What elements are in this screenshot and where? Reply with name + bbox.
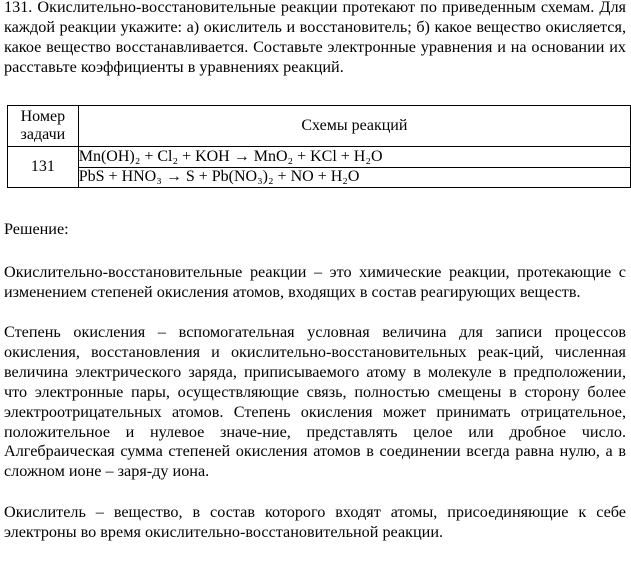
header-task-number: Номер задачи — [8, 106, 79, 147]
oxidation-state-definition: Степень окисления – вспомогательная условная величина для записи процессов окисления, восстановления и окислительно-восстановительных реак-ций, численная величина электрического заряда, приписываемого атому в молекуле в предположении, что электронные пары, осуществляющие связь, полностью смещены в сторону более электроотрицательных атомов. Степень окисления может принимать отрицательное, положительное и нулевое значе-ние, представлять целое или дробное число. Алгебраическая сумма степеней окисления атомов в соединении всегда равна нулю, а в сложном ионе – заря-ду иона. — [4, 323, 626, 481]
header-reaction-schemes: Схемы реакций — [78, 106, 630, 147]
redox-definition: Окислительно-восстановительные реакции – это химические реакции, протекающие с изменением степеней окисления атомов, входящих в состав реагирующих веществ. — [4, 263, 626, 301]
reactions-table — [7, 105, 631, 188]
task-statement: 131. Окислительно-восстановительные реакции протекают по приведенным схемам. Для каждой реакции укажите: а) окислитель и восстановитель; б) какое вещество окисляется, какое вещество восстанавливается. Составьте электронные уравнения и на основании их расставьте коэффициенты в уравнениях реакций. — [4, 0, 626, 76]
solution-label: Решение: — [4, 220, 69, 238]
reaction-1: Mn(OH)₂ + Cl₂ + KOH → MnO₂ + KCl + H₂O — [78, 147, 630, 168]
oxidizer-definition: Окислитель – вещество, в состав которого входят атомы, присоединяющие к себе электроны во время окислительно-восстановительной реакции. — [4, 503, 626, 541]
task-number-cell: 131 — [8, 147, 79, 188]
reaction-2: PbS + HNO₃ → S + Pb(NO₃)₂ + NO + H₂O — [78, 167, 630, 188]
